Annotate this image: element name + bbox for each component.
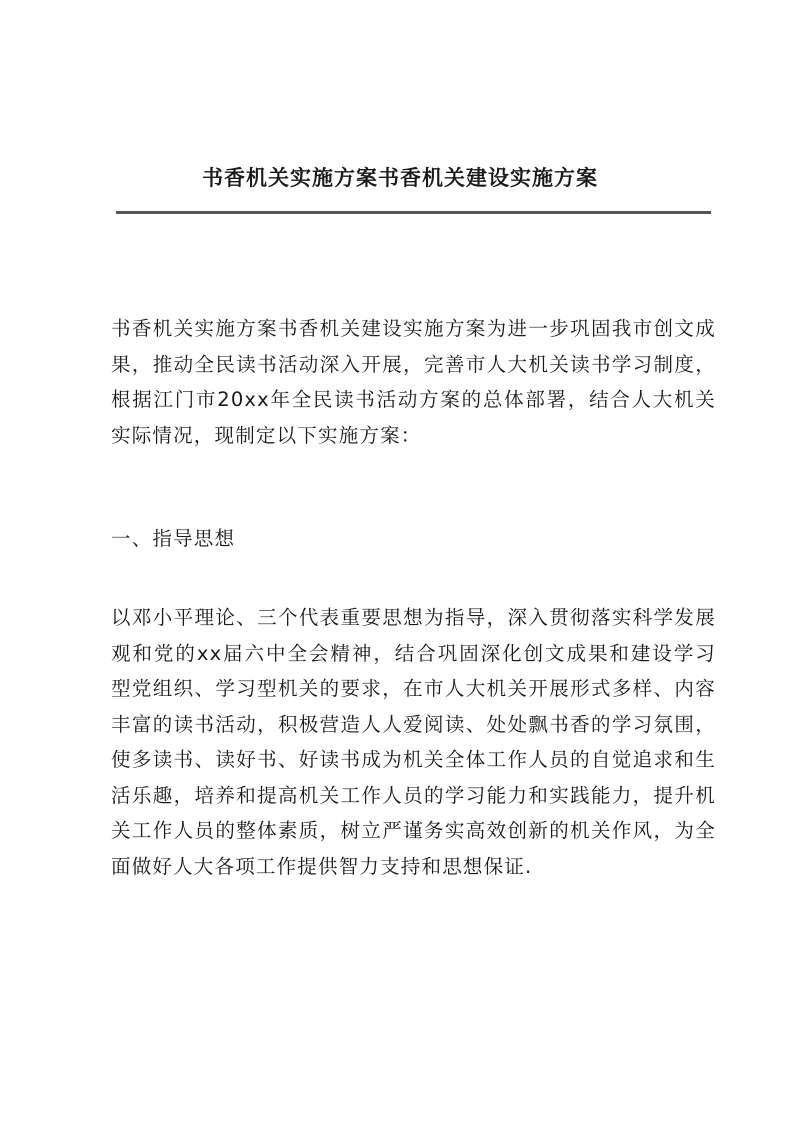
document-title: 书香机关实施方案书香机关建设实施方案 [202, 165, 598, 190]
section-heading: 一、指导思想 [111, 527, 236, 550]
title-divider [116, 211, 711, 214]
guiding-ideology-paragraph: 以邓小平理论、三个代表重要思想为指导，深入贯彻落实科学发展观和党的xx届六中全会精神，结合巩固深化创文成果和建设学习型党组织、学习型机关的要求，在市人大机关开展形式多样、内容丰富的读书活动，积极营造人人爱阅读、处处飘书香的学习氛围，使多读书、读好书、好读书成为机关全体工作人员的自觉追求和生活乐趣，培养和提高机关工作人员的学习能力和实践能力，提升机关工作人员的整体素质，树立严谨务实高效创新的机关作风，为全面做好人大各项工作提供智力支持和思想保证. [111, 606, 716, 878]
intro-paragraph: 书香机关实施方案书香机关建设实施方案为进一步巩固我市创文成果，推动全民读书活动深入开展，完善市人大机关读书学习制度，根据江门市20xx年全民读书活动方案的总体部署，结合人大机关实际情况，现制定以下实施方案： [111, 317, 716, 447]
